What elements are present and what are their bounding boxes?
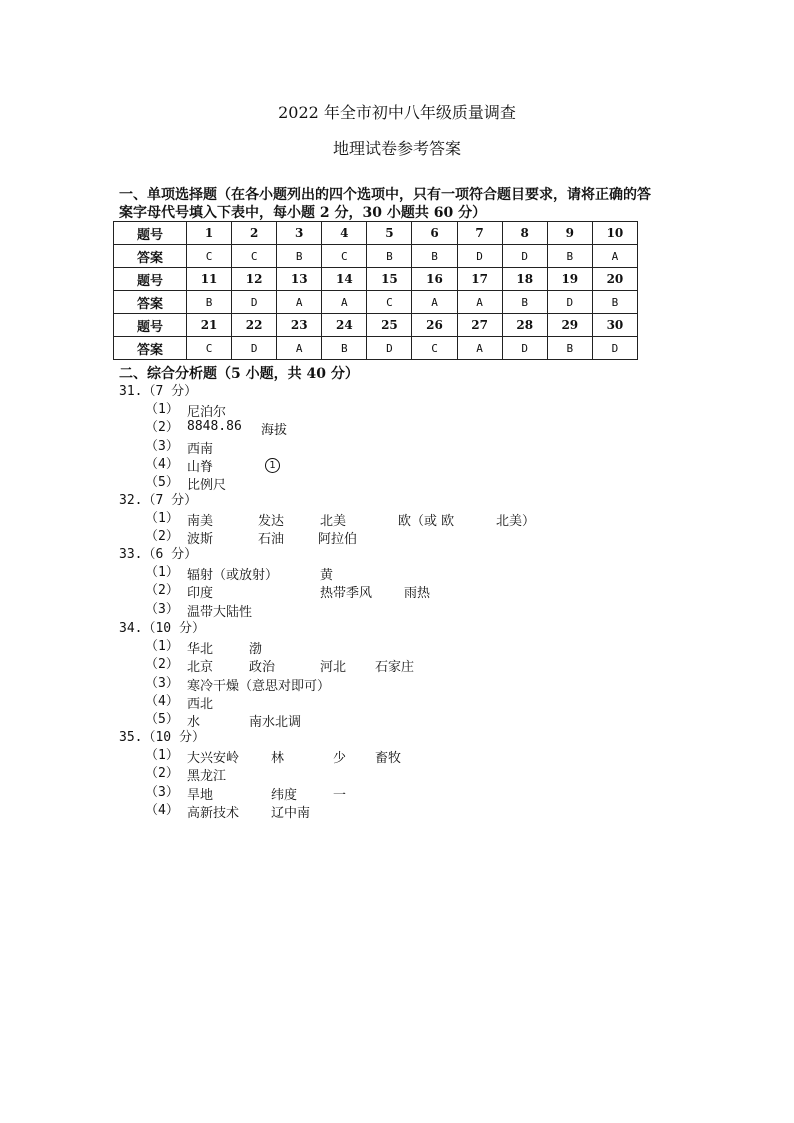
- table-row-numbers: [114, 268, 638, 291]
- row-label-answer: 答案: [114, 245, 187, 268]
- sub-question-number: （1）: [145, 639, 179, 654]
- answer-cell: C: [412, 337, 457, 360]
- question-number-cell: 25: [367, 314, 412, 337]
- answer-text: 山脊: [187, 460, 214, 475]
- question-number-cell: 3: [277, 222, 322, 245]
- answer-cell: D: [367, 337, 412, 360]
- sub-question-number: （4）: [145, 694, 179, 709]
- answer-text: 南美: [187, 514, 214, 529]
- question-number-cell: 1: [187, 222, 232, 245]
- answer-text: 北美）: [496, 514, 536, 529]
- answer-text: 阿拉伯: [318, 532, 358, 547]
- answer-text: 北京: [187, 660, 214, 675]
- question-number-cell: 18: [502, 268, 547, 291]
- question-number-cell: 29: [547, 314, 592, 337]
- sub-question-number: （2）: [145, 529, 179, 544]
- sub-question-number: （3）: [145, 676, 179, 691]
- answer-cell: C: [367, 291, 412, 314]
- question-number-cell: 8: [502, 222, 547, 245]
- row-label-answer: 答案: [114, 337, 187, 360]
- question-number-cell: 27: [457, 314, 502, 337]
- answer-text: 辽中南: [271, 806, 311, 821]
- answer-cell: B: [322, 337, 367, 360]
- sub-question-number: （3）: [145, 785, 179, 800]
- question-number-cell: 26: [412, 314, 457, 337]
- question-number-cell: 20: [592, 268, 637, 291]
- row-label-number: 题号: [114, 222, 187, 245]
- answer-text: 尼泊尔: [187, 405, 227, 420]
- answer-text: 雨热: [404, 586, 431, 601]
- answer-cell: A: [322, 291, 367, 314]
- sub-question-number: （1）: [145, 402, 179, 417]
- answer-cell: A: [592, 245, 637, 268]
- section1-heading-line2: 案字母代号填入下表中，每小题 2 分，30 小题共 60 分）: [119, 205, 487, 221]
- answer-text: 政治: [249, 660, 276, 675]
- answer-cell: A: [457, 337, 502, 360]
- question-number-cell: 7: [457, 222, 502, 245]
- answer-table: [113, 221, 638, 360]
- answer-cell: D: [457, 245, 502, 268]
- question-label: 34.（10 分）: [119, 621, 205, 636]
- answer-text: 印度: [187, 586, 214, 601]
- question-number-cell: 24: [322, 314, 367, 337]
- answer-text: 8848.86: [187, 419, 242, 434]
- row-label-answer: 答案: [114, 291, 187, 314]
- row-label-number: 题号: [114, 268, 187, 291]
- answer-cell: D: [592, 337, 637, 360]
- table-row-answers: [114, 245, 638, 268]
- question-number-cell: 23: [277, 314, 322, 337]
- sub-question-number: （2）: [145, 583, 179, 598]
- answer-cell: B: [277, 245, 322, 268]
- section1-heading: [119, 186, 659, 222]
- answer-cell: D: [547, 291, 592, 314]
- question-number-cell: 5: [367, 222, 412, 245]
- question-number-cell: 15: [367, 268, 412, 291]
- sub-question-number: （2）: [145, 420, 179, 435]
- section2-heading: 二、综合分析题（5 小题，共 40 分）: [119, 366, 359, 382]
- answer-cell: D: [232, 291, 277, 314]
- answer-cell: B: [412, 245, 457, 268]
- question-number-cell: 11: [187, 268, 232, 291]
- answer-cell: D: [502, 245, 547, 268]
- sub-question-number: （1）: [145, 565, 179, 580]
- answer-text: 旱地: [187, 788, 214, 803]
- answer-text: 黄: [320, 568, 334, 583]
- sub-question-number: （4）: [145, 457, 179, 472]
- answer-text: 石油: [258, 532, 285, 547]
- answer-text: 海拔: [261, 423, 288, 438]
- question-number-cell: 30: [592, 314, 637, 337]
- answer-text: 高新技术: [187, 806, 240, 821]
- question-label: 32.（7 分）: [119, 493, 198, 508]
- question-number-cell: 14: [322, 268, 367, 291]
- sub-question-number: （3）: [145, 439, 179, 454]
- page-title: 2022 年全市初中八年级质量调查: [278, 103, 516, 122]
- answer-cell: B: [367, 245, 412, 268]
- page-subtitle: 地理试卷参考答案: [332, 139, 461, 158]
- answer-text: 黑龙江: [187, 769, 227, 784]
- question-number-cell: 13: [277, 268, 322, 291]
- answer-text: 温带大陆性: [187, 605, 253, 620]
- answer-cell: C: [187, 337, 232, 360]
- answer-text: 寒冷干燥（意思对即可）: [187, 679, 331, 694]
- answer-text: 西南: [187, 442, 214, 457]
- question-label: 33.（6 分）: [119, 547, 198, 562]
- question-number-cell: 4: [322, 222, 367, 245]
- answer-cell: B: [547, 245, 592, 268]
- answer-cell: B: [547, 337, 592, 360]
- sub-question-number: （3）: [145, 602, 179, 617]
- sub-question-number: （4）: [145, 803, 179, 818]
- table-row-answers: [114, 291, 638, 314]
- answer-text: 纬度: [271, 788, 298, 803]
- sub-question-number: （2）: [145, 657, 179, 672]
- answer-cell: A: [277, 337, 322, 360]
- answer-text: 华北: [187, 642, 214, 657]
- question-number-cell: 21: [187, 314, 232, 337]
- circled-number-icon: 1: [265, 458, 280, 473]
- answer-text: 畜牧: [375, 751, 402, 766]
- sub-question-number: （2）: [145, 766, 179, 781]
- question-number-cell: 22: [232, 314, 277, 337]
- sub-question-number: （1）: [145, 511, 179, 526]
- answer-text: 西北: [187, 697, 214, 712]
- answer-text: 林: [271, 751, 285, 766]
- sub-question-number: （1）: [145, 748, 179, 763]
- answer-text: 河北: [320, 660, 347, 675]
- table-row-numbers: [114, 222, 638, 245]
- sub-question-number: （5）: [145, 712, 179, 727]
- question-number-cell: 28: [502, 314, 547, 337]
- answer-text: 欧（或 欧: [398, 514, 455, 529]
- answer-cell: B: [592, 291, 637, 314]
- answer-text: 少: [333, 751, 347, 766]
- question-label: 31.（7 分）: [119, 384, 198, 399]
- answer-text: 南水北调: [249, 715, 302, 730]
- answer-cell: A: [277, 291, 322, 314]
- answer-cell: B: [502, 291, 547, 314]
- row-label-number: 题号: [114, 314, 187, 337]
- answer-cell: D: [232, 337, 277, 360]
- question-number-cell: 17: [457, 268, 502, 291]
- question-number-cell: 19: [547, 268, 592, 291]
- answer-cell: C: [187, 245, 232, 268]
- sub-question-number: （5）: [145, 475, 179, 490]
- answer-cell: C: [232, 245, 277, 268]
- answer-text: 一: [333, 788, 347, 803]
- answer-text: 北美: [320, 514, 347, 529]
- answer-cell: B: [187, 291, 232, 314]
- answer-text: 水: [187, 715, 201, 730]
- answer-text: 渤: [249, 642, 263, 657]
- table-row-answers: [114, 337, 638, 360]
- answer-cell: C: [322, 245, 367, 268]
- question-number-cell: 10: [592, 222, 637, 245]
- answer-cell: A: [412, 291, 457, 314]
- answer-text: 发达: [258, 514, 285, 529]
- question-number-cell: 9: [547, 222, 592, 245]
- question-number-cell: 2: [232, 222, 277, 245]
- question-number-cell: 12: [232, 268, 277, 291]
- answer-text: 大兴安岭: [187, 751, 240, 766]
- answer-text: 石家庄: [375, 660, 415, 675]
- answer-text: 热带季风: [320, 586, 373, 601]
- table-row-numbers: [114, 314, 638, 337]
- answer-text: 比例尺: [187, 478, 227, 493]
- answer-text: 波斯: [187, 532, 214, 547]
- section1-heading-line1: 一、单项选择题（在各小题列出的四个选项中，只有一项符合题目要求，请将正确的答: [119, 187, 651, 203]
- answer-cell: A: [457, 291, 502, 314]
- question-number-cell: 16: [412, 268, 457, 291]
- question-label: 35.（10 分）: [119, 730, 205, 745]
- question-number-cell: 6: [412, 222, 457, 245]
- answer-text: 辐射（或放射）: [187, 568, 279, 583]
- answer-cell: D: [502, 337, 547, 360]
